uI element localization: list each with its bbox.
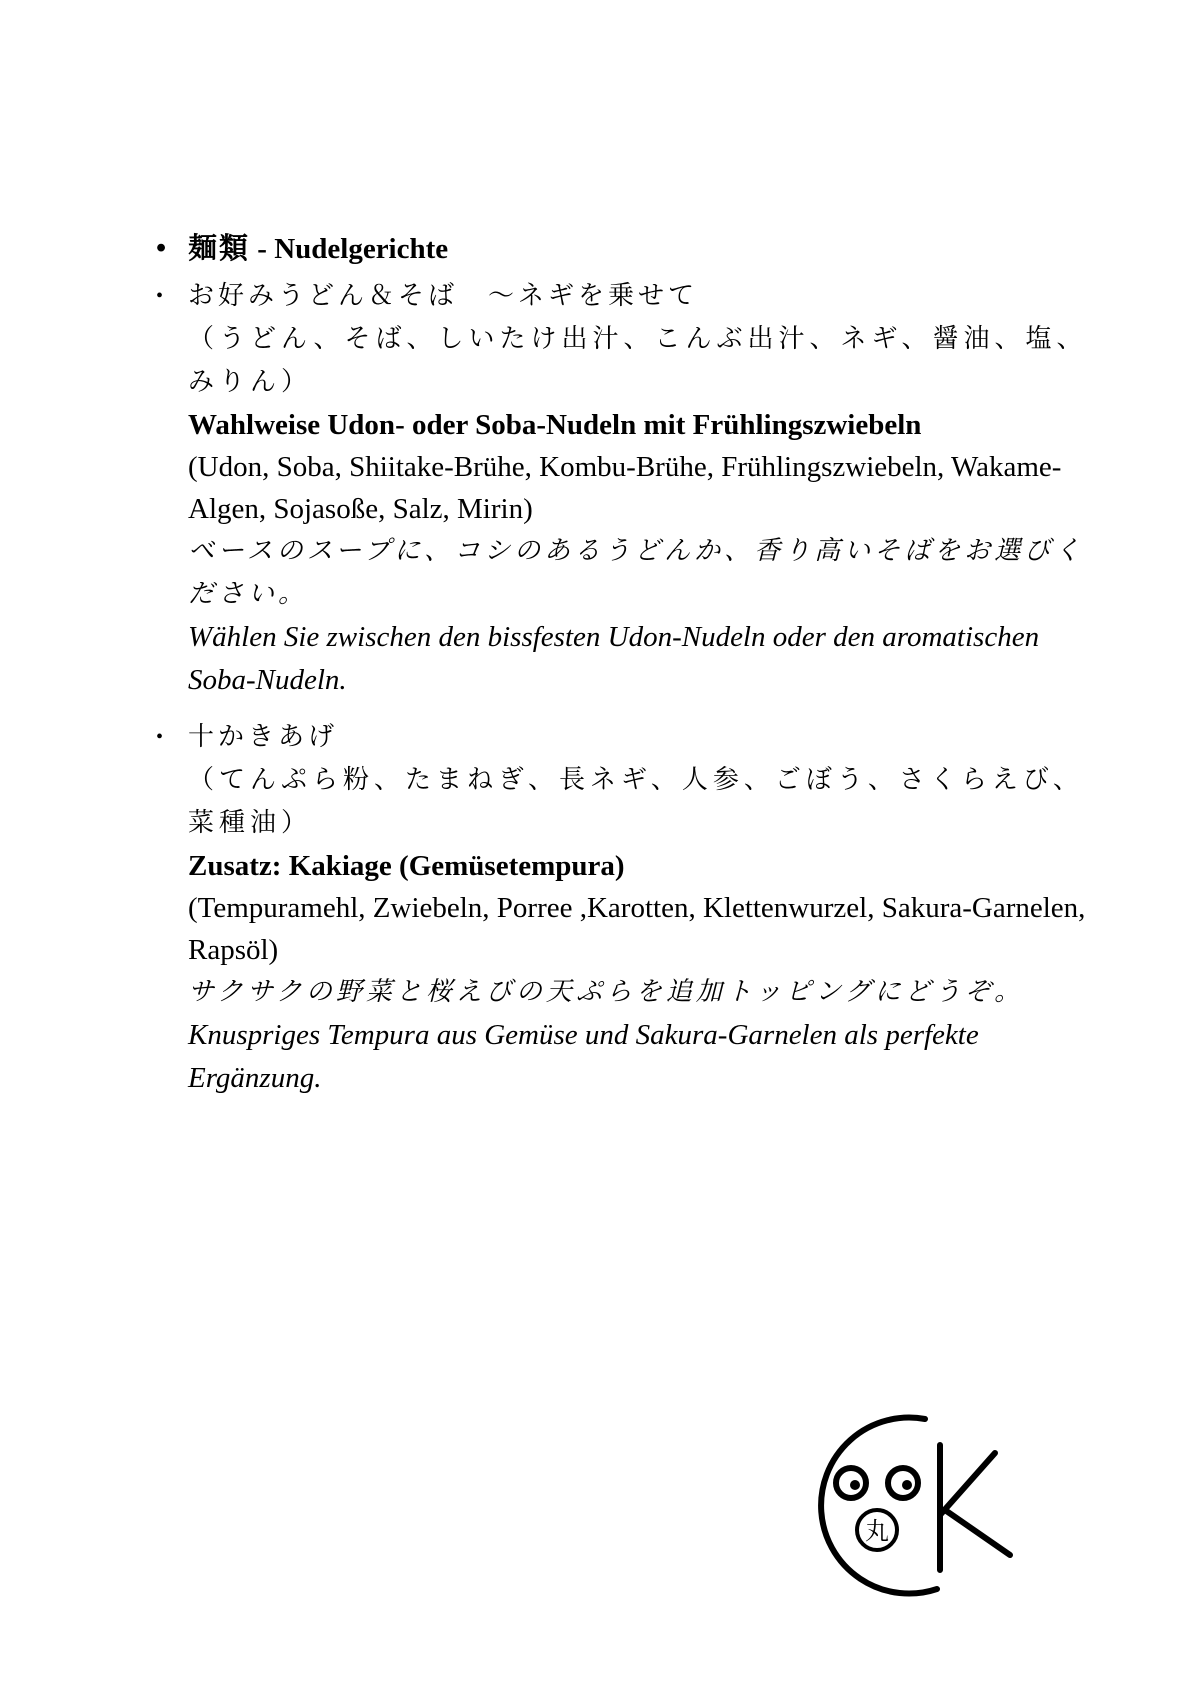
dish-ingredients-de: (Udon, Soba, Shiitake-Brühe, Kombu-Brühe, Frühlingszwiebeln, Wakame-Algen, Sojasoße, Salz, Mirin) <box>188 451 1062 525</box>
dish-description-jp: サクサクの野菜と桜えびの天ぷらを追加トッピングにどうぞ。 <box>188 977 1025 1007</box>
section-title-jp: 麺類 <box>188 231 251 265</box>
cook-maru-logo-icon <box>805 1405 1020 1600</box>
bullet-icon: • <box>156 232 167 264</box>
logo-left-pupil <box>850 1480 860 1490</box>
section-heading <box>156 228 1096 269</box>
dish-description-jp: ベースのスープに、コシのあるうどんか、香り高いそばをお選びください。 <box>188 536 1085 609</box>
dish-description-de: Wählen Sie zwischen den bissfesten Udon-Nudeln oder den aromatischen Soba-Nudeln. <box>188 621 1040 696</box>
dish-description-de: Knuspriges Tempura aus Gemüse und Sakura-Garnelen als perfekte Ergänzung. <box>188 1019 979 1094</box>
menu-item-udon-soba <box>156 275 1096 702</box>
dish-ingredients-de: (Tempuramehl, Zwiebeln, Porree ,Karotten, Klettenwurzel, Sakura-Garnelen, Rapsöl) <box>188 892 1086 966</box>
bullet-icon: • <box>156 285 164 307</box>
logo-mouth-text: 丸 <box>865 1517 889 1545</box>
menu-item-kakiage <box>156 716 1096 1100</box>
menu-list <box>156 228 1096 1100</box>
dish-name-jp: 十かきあげ <box>188 722 339 752</box>
bullet-icon: • <box>156 726 164 748</box>
logo-c-arc <box>821 1418 937 1594</box>
logo-k-letter <box>940 1445 1010 1570</box>
logo-right-pupil <box>902 1480 912 1490</box>
dish-ingredients-jp: （うどん、そば、しいたけ出汁、こんぶ出汁、ネギ、醤油、塩、みりん） <box>188 324 1088 397</box>
dish-name-de: Wahlweise Udon- oder Soba-Nudeln mit Frühlingszwiebeln <box>188 409 922 441</box>
section-title-separator: - <box>250 233 275 265</box>
section-title-de: Nudelgerichte <box>274 233 449 265</box>
dish-name-de: Zusatz: Kakiage (Gemüsetempura) <box>188 850 625 882</box>
dish-ingredients-jp: （てんぷら粉、たまねぎ、長ネギ、人参、ごぼう、さくらえび、菜種油） <box>188 765 1084 838</box>
dish-name-jp: お好みうどん＆そば 〜ネギを乗せて <box>188 281 699 311</box>
